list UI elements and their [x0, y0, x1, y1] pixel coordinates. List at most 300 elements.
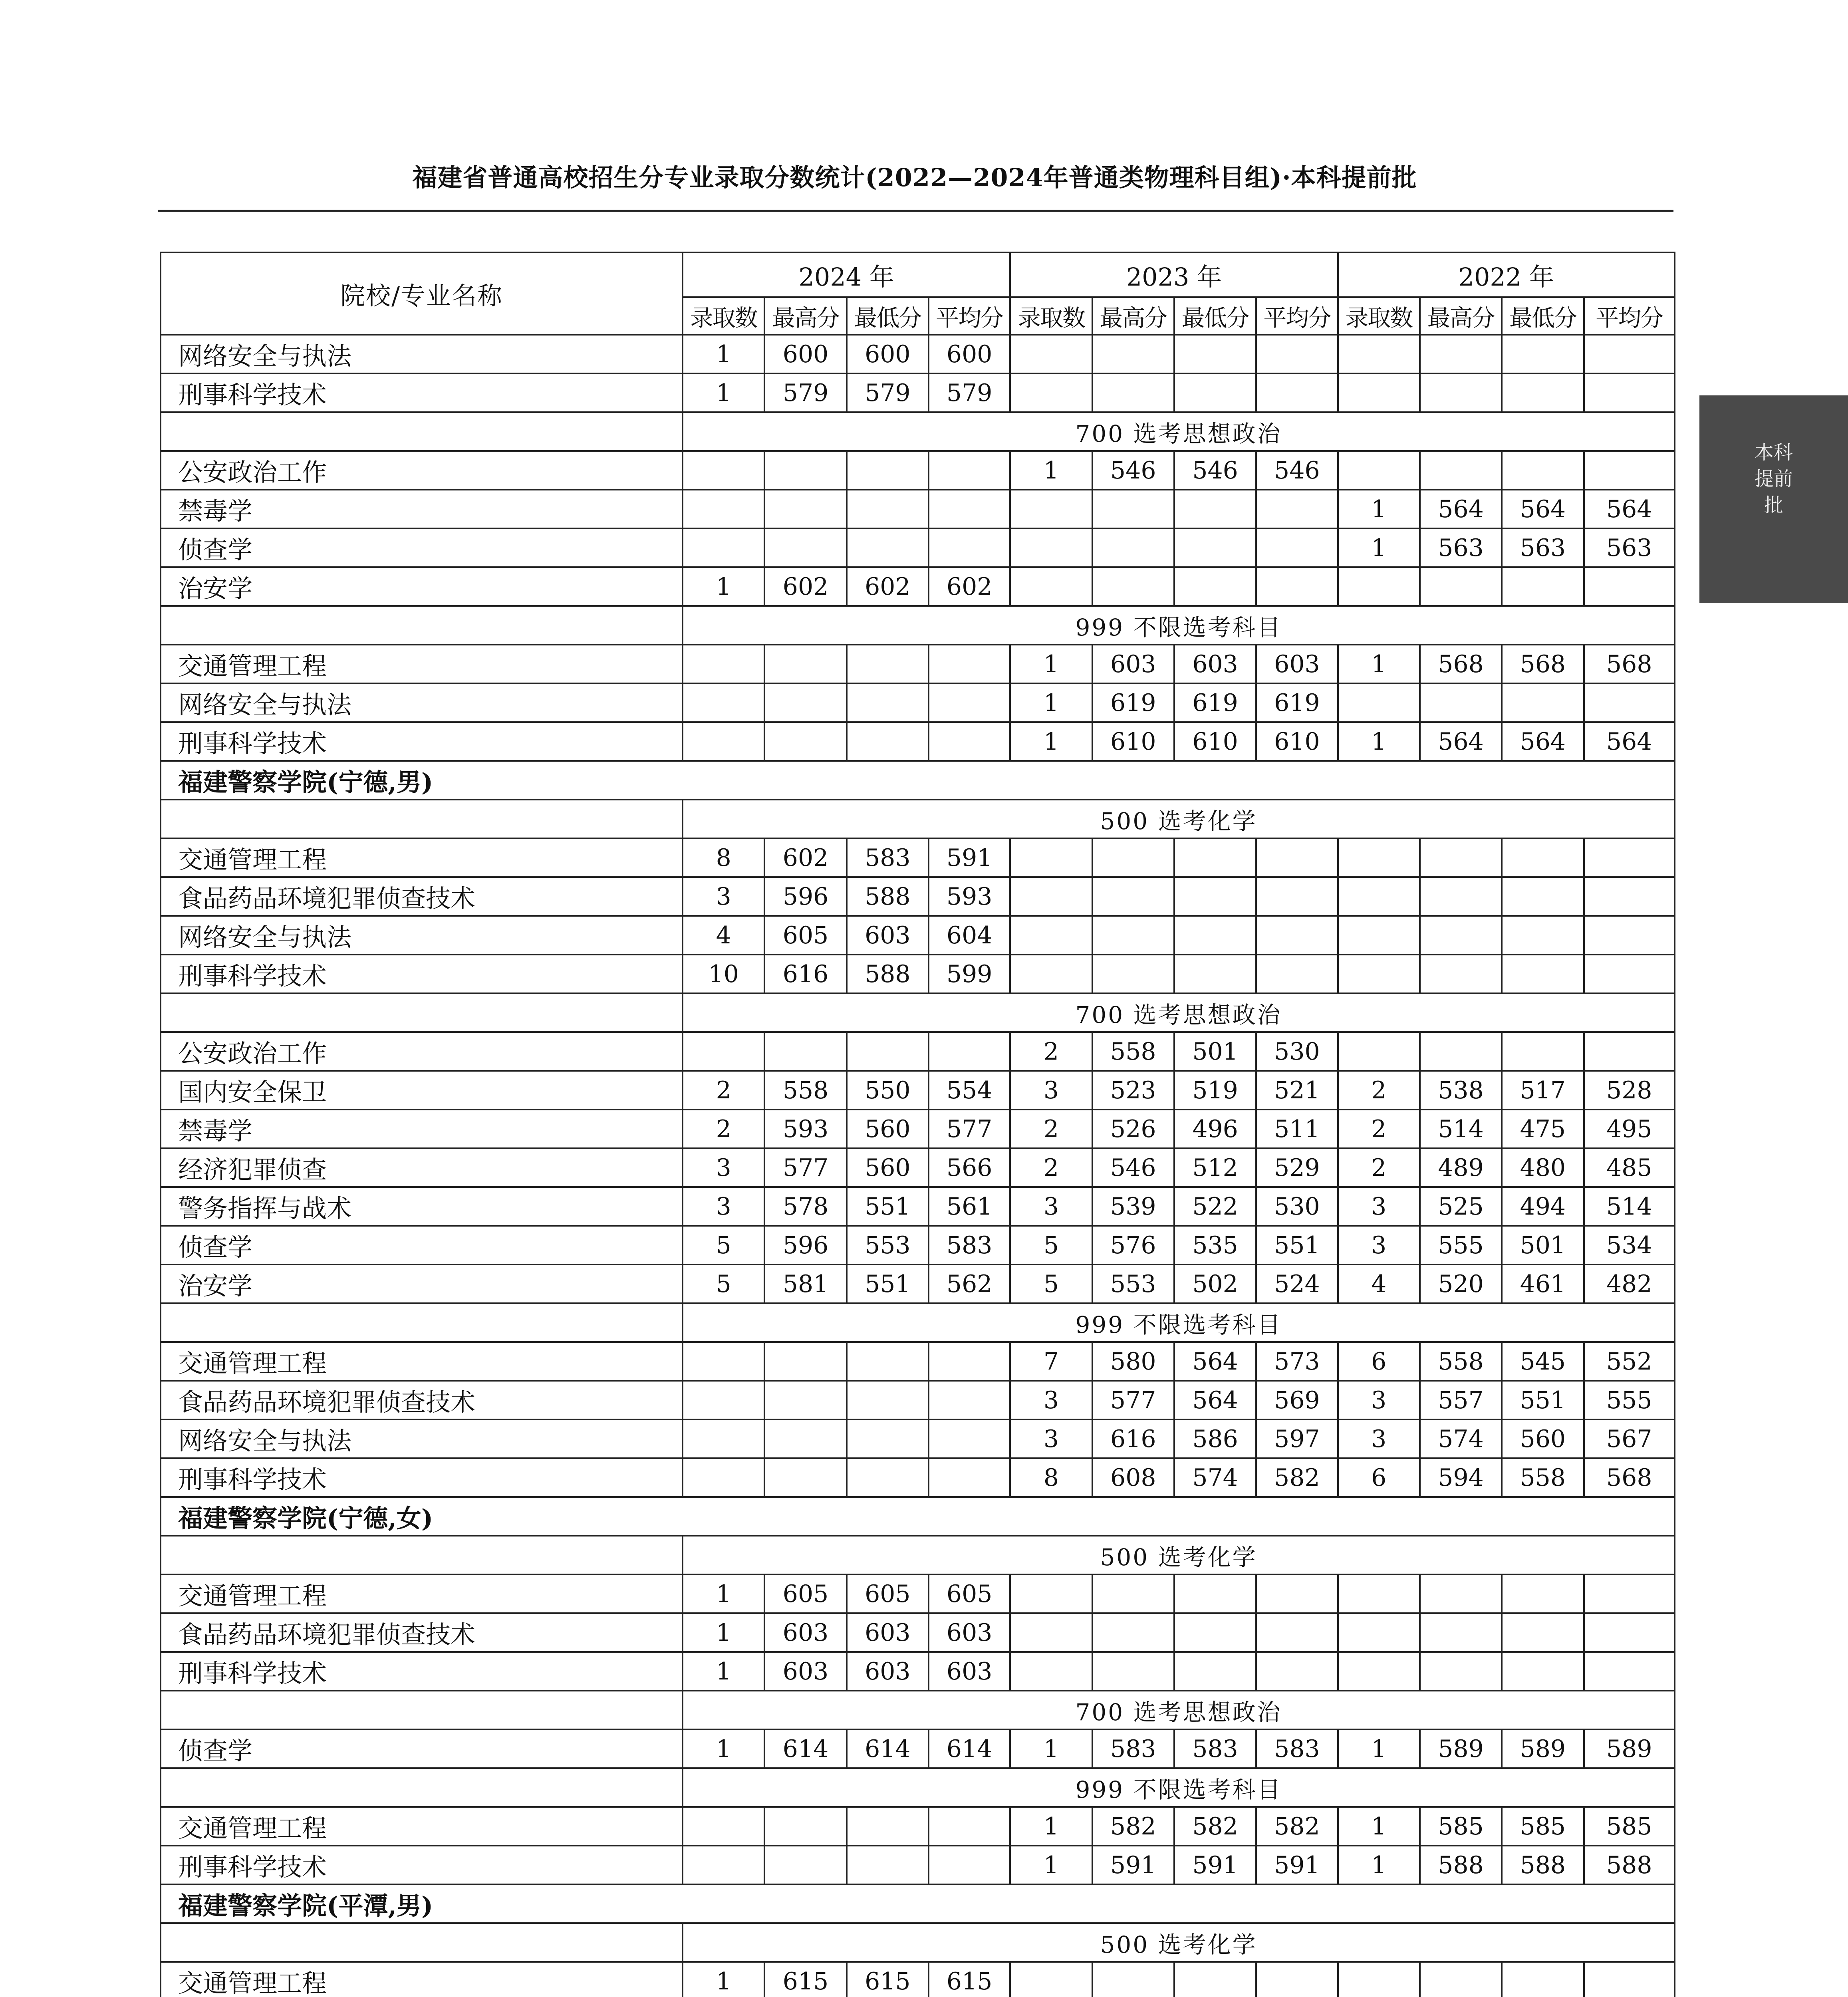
score-cell: 614: [929, 1729, 1010, 1768]
score-cell: [1010, 1652, 1092, 1691]
table-row: [161, 567, 1675, 606]
score-cell: 2: [1338, 1071, 1420, 1110]
score-cell: 4: [1338, 1265, 1420, 1303]
score-cell: [1174, 335, 1256, 373]
group-blank-cell: [161, 993, 683, 1032]
score-cell: 475: [1502, 1110, 1584, 1148]
score-cell: 588: [1584, 1846, 1675, 1884]
table-row: [161, 1110, 1675, 1148]
score-cell: [1092, 335, 1174, 373]
score-cell: [929, 528, 1010, 567]
score-cell: 560: [847, 1110, 929, 1148]
score-cell: [683, 683, 764, 722]
metric-header: 平均分: [1256, 297, 1338, 335]
score-cell: [1256, 373, 1338, 412]
score-cell: 514: [1420, 1110, 1502, 1148]
score-cell: 3: [1338, 1187, 1420, 1226]
score-cell: [1174, 1652, 1256, 1691]
subject-group-label: 999 不限选考科目: [683, 1768, 1675, 1807]
score-cell: 525: [1420, 1187, 1502, 1226]
score-cell: 546: [1174, 451, 1256, 490]
score-cell: 1: [1338, 1846, 1420, 1884]
score-cell: 546: [1256, 451, 1338, 490]
score-cell: [1338, 1962, 1420, 1997]
score-cell: 568: [1584, 1458, 1675, 1497]
score-cell: 564: [1420, 490, 1502, 528]
score-cell: [1092, 1613, 1174, 1652]
score-cell: 512: [1174, 1148, 1256, 1187]
score-cell: [1502, 877, 1584, 916]
score-cell: [1584, 916, 1675, 955]
score-cell: 5: [683, 1265, 764, 1303]
score-cell: 600: [847, 335, 929, 373]
score-cell: [1420, 916, 1502, 955]
score-cell: [1174, 1574, 1256, 1613]
table-row: [161, 1148, 1675, 1187]
score-cell: 6: [1338, 1342, 1420, 1381]
score-cell: [1092, 1652, 1174, 1691]
table-row: [161, 838, 1675, 877]
metric-header: 最低分: [847, 297, 929, 335]
score-cell: [929, 451, 1010, 490]
score-cell: 520: [1420, 1265, 1502, 1303]
score-cell: [1010, 1613, 1092, 1652]
table-row: [161, 1729, 1675, 1768]
score-cell: 602: [764, 567, 846, 606]
major-name: 网络安全与执法: [161, 1419, 683, 1458]
subject-group-label: 700 选考思想政治: [683, 1691, 1675, 1729]
major-name: 食品药品环境犯罪侦查技术: [161, 1381, 683, 1419]
metric-header: 最低分: [1174, 297, 1256, 335]
score-cell: 461: [1502, 1265, 1584, 1303]
score-cell: [1174, 838, 1256, 877]
score-cell: [1010, 335, 1092, 373]
score-cell: 568: [1584, 645, 1675, 683]
score-cell: [1174, 1962, 1256, 1997]
subject-group-row: [161, 993, 1675, 1032]
subject-group-row: [161, 1303, 1675, 1342]
side-tab-label: 本科提前批: [1755, 441, 1793, 516]
score-cell: [764, 1458, 846, 1497]
score-cell: 10: [683, 955, 764, 993]
group-blank-cell: [161, 1691, 683, 1729]
score-cell: 530: [1256, 1032, 1338, 1071]
score-cell: 551: [1502, 1381, 1584, 1419]
score-cell: 3: [683, 1187, 764, 1226]
score-cell: 3: [1010, 1187, 1092, 1226]
score-cell: [847, 1807, 929, 1846]
score-cell: [847, 528, 929, 567]
score-cell: [1092, 373, 1174, 412]
score-cell: 2: [683, 1071, 764, 1110]
score-cell: 576: [1092, 1226, 1174, 1265]
score-cell: [1256, 877, 1338, 916]
score-cell: [1502, 1962, 1584, 1997]
score-cell: [1256, 838, 1338, 877]
score-cell: 605: [847, 1574, 929, 1613]
metric-header: 平均分: [1584, 297, 1675, 335]
score-cell: 597: [1256, 1419, 1338, 1458]
score-cell: 591: [1256, 1846, 1338, 1884]
score-cell: [847, 1419, 929, 1458]
score-cell: 586: [1174, 1419, 1256, 1458]
score-cell: [929, 1458, 1010, 1497]
score-cell: 535: [1174, 1226, 1256, 1265]
score-cell: [1092, 1574, 1174, 1613]
score-cell: 489: [1420, 1148, 1502, 1187]
table-row: [161, 955, 1675, 993]
score-cell: 582: [1256, 1458, 1338, 1497]
score-cell: 589: [1502, 1729, 1584, 1768]
score-cell: 557: [1420, 1381, 1502, 1419]
score-cell: [1174, 1613, 1256, 1652]
score-cell: 526: [1092, 1110, 1174, 1148]
score-cell: 615: [929, 1962, 1010, 1997]
score-cell: [1010, 1962, 1092, 1997]
score-cell: 552: [1584, 1342, 1675, 1381]
major-name: 交通管理工程: [161, 838, 683, 877]
subject-group-label: 999 不限选考科目: [683, 606, 1675, 645]
score-cell: 2: [1010, 1032, 1092, 1071]
score-cell: 579: [764, 373, 846, 412]
score-cell: [1174, 373, 1256, 412]
score-cell: 585: [1420, 1807, 1502, 1846]
score-cell: [1420, 838, 1502, 877]
institution-row: [161, 761, 1675, 800]
major-name: 食品药品环境犯罪侦查技术: [161, 1613, 683, 1652]
score-cell: [683, 722, 764, 761]
score-cell: [683, 1846, 764, 1884]
score-cell: [847, 722, 929, 761]
major-name: 网络安全与执法: [161, 335, 683, 373]
score-cell: 564: [1174, 1381, 1256, 1419]
score-cell: 569: [1256, 1381, 1338, 1419]
score-cell: 564: [1584, 722, 1675, 761]
table-row: [161, 916, 1675, 955]
score-cell: 583: [929, 1226, 1010, 1265]
score-cell: 578: [764, 1187, 846, 1226]
score-cell: 1: [683, 1652, 764, 1691]
score-cell: [1584, 451, 1675, 490]
subject-group-label: 500 选考化学: [683, 1536, 1675, 1574]
score-cell: [764, 645, 846, 683]
score-cell: 614: [847, 1729, 929, 1768]
score-cell: 3: [1010, 1419, 1092, 1458]
score-cell: 501: [1174, 1032, 1256, 1071]
score-cell: [1338, 1032, 1420, 1071]
score-cell: [1092, 877, 1174, 916]
score-cell: 8: [683, 838, 764, 877]
table-row: [161, 1962, 1675, 1997]
subject-group-label: 700 选考思想政治: [683, 993, 1675, 1032]
score-cell: 8: [1010, 1458, 1092, 1497]
score-cell: 581: [764, 1265, 846, 1303]
score-cell: 2: [1010, 1148, 1092, 1187]
score-cell: 538: [1420, 1071, 1502, 1110]
score-cell: 560: [847, 1148, 929, 1187]
score-cell: 583: [1174, 1729, 1256, 1768]
score-cell: 568: [1420, 645, 1502, 683]
score-cell: [1010, 955, 1092, 993]
score-cell: 1: [1338, 722, 1420, 761]
score-cell: [1092, 567, 1174, 606]
score-cell: 603: [847, 916, 929, 955]
major-name: 国内安全保卫: [161, 1071, 683, 1110]
score-cell: [1338, 838, 1420, 877]
score-cell: [847, 451, 929, 490]
major-name: 侦查学: [161, 1729, 683, 1768]
table-row: [161, 490, 1675, 528]
score-cell: [1584, 1574, 1675, 1613]
major-name: 刑事科学技术: [161, 722, 683, 761]
score-cell: [1256, 490, 1338, 528]
score-cell: 596: [764, 877, 846, 916]
major-name: 治安学: [161, 1265, 683, 1303]
score-cell: 573: [1256, 1342, 1338, 1381]
score-cell: 619: [1256, 683, 1338, 722]
score-cell: 588: [1420, 1846, 1502, 1884]
score-cell: 480: [1502, 1148, 1584, 1187]
score-cell: 551: [847, 1187, 929, 1226]
score-cell: [1338, 916, 1420, 955]
score-cell: 568: [1502, 645, 1584, 683]
score-cell: [1092, 838, 1174, 877]
score-cell: 605: [929, 1574, 1010, 1613]
score-cell: [1584, 877, 1675, 916]
table-row: [161, 528, 1675, 567]
score-cell: 582: [1092, 1807, 1174, 1846]
score-cell: 5: [1010, 1226, 1092, 1265]
table-row: [161, 373, 1675, 412]
score-cell: 528: [1584, 1071, 1675, 1110]
year-header-2022: 2022 年: [1338, 252, 1675, 297]
metric-header: 平均分: [929, 297, 1010, 335]
score-cell: [1174, 877, 1256, 916]
score-cell: 574: [1420, 1419, 1502, 1458]
group-blank-cell: [161, 1536, 683, 1574]
score-cell: 603: [764, 1613, 846, 1652]
table-row: [161, 877, 1675, 916]
score-cell: [1584, 1652, 1675, 1691]
score-cell: 594: [1420, 1458, 1502, 1497]
score-cell: [1174, 567, 1256, 606]
score-cell: [1584, 335, 1675, 373]
score-cell: 591: [1092, 1846, 1174, 1884]
major-name: 禁毒学: [161, 1110, 683, 1148]
score-cell: [1338, 683, 1420, 722]
score-cell: 583: [1256, 1729, 1338, 1768]
score-cell: 608: [1092, 1458, 1174, 1497]
table-row: [161, 1071, 1675, 1110]
score-cell: 3: [1338, 1226, 1420, 1265]
score-cell: [764, 1846, 846, 1884]
major-name: 警务指挥与战术: [161, 1187, 683, 1226]
score-cell: 3: [1338, 1419, 1420, 1458]
group-blank-cell: [161, 1923, 683, 1962]
score-cell: [683, 1381, 764, 1419]
score-cell: [764, 1381, 846, 1419]
score-cell: 529: [1256, 1148, 1338, 1187]
score-cell: [1502, 916, 1584, 955]
score-cell: 603: [929, 1652, 1010, 1691]
score-cell: [1420, 955, 1502, 993]
score-cell: 585: [1584, 1807, 1675, 1846]
major-name: 交通管理工程: [161, 645, 683, 683]
score-cell: 558: [1092, 1032, 1174, 1071]
score-cell: [929, 1342, 1010, 1381]
table-header-years-row: [161, 252, 1675, 297]
score-cell: [1420, 373, 1502, 412]
score-cell: 511: [1256, 1110, 1338, 1148]
score-cell: [1584, 1962, 1675, 1997]
score-cell: 494: [1502, 1187, 1584, 1226]
score-cell: [1420, 1652, 1502, 1691]
score-cell: 3: [1010, 1071, 1092, 1110]
score-cell: 553: [1092, 1265, 1174, 1303]
score-cell: 603: [847, 1613, 929, 1652]
score-cell: 593: [764, 1110, 846, 1148]
score-cell: 1: [1338, 1807, 1420, 1846]
subject-group-label: 999 不限选考科目: [683, 1303, 1675, 1342]
score-cell: 603: [847, 1652, 929, 1691]
score-cell: 603: [1256, 645, 1338, 683]
score-cell: [929, 1032, 1010, 1071]
score-cell: [1502, 1613, 1584, 1652]
score-cell: 554: [929, 1071, 1010, 1110]
score-cell: 560: [1502, 1419, 1584, 1458]
table-row: [161, 1265, 1675, 1303]
table-row: [161, 1846, 1675, 1884]
major-name: 刑事科学技术: [161, 1846, 683, 1884]
score-cell: 4: [683, 916, 764, 955]
score-cell: [847, 1846, 929, 1884]
score-cell: 1: [1010, 1807, 1092, 1846]
score-cell: [764, 1342, 846, 1381]
score-cell: 522: [1174, 1187, 1256, 1226]
score-cell: 501: [1502, 1226, 1584, 1265]
score-cell: [929, 645, 1010, 683]
major-name: 刑事科学技术: [161, 373, 683, 412]
score-cell: 1: [683, 567, 764, 606]
score-cell: [847, 1381, 929, 1419]
score-cell: 2: [1338, 1110, 1420, 1148]
score-cell: 593: [929, 877, 1010, 916]
score-cell: 1: [683, 373, 764, 412]
score-cell: [1420, 335, 1502, 373]
major-name: 侦查学: [161, 528, 683, 567]
score-cell: [1420, 1613, 1502, 1652]
score-cell: 564: [1584, 490, 1675, 528]
metric-header: 最高分: [1420, 297, 1502, 335]
score-cell: 577: [1092, 1381, 1174, 1419]
score-cell: 564: [1420, 722, 1502, 761]
score-cell: [1338, 1574, 1420, 1613]
score-cell: [1420, 451, 1502, 490]
score-cell: 610: [1174, 722, 1256, 761]
subject-group-label: 700 选考思想政治: [683, 412, 1675, 451]
score-cell: 1: [1010, 683, 1092, 722]
score-cell: [1584, 838, 1675, 877]
score-cell: 591: [929, 838, 1010, 877]
major-name: 交通管理工程: [161, 1342, 683, 1381]
score-cell: [764, 1032, 846, 1071]
score-cell: 530: [1256, 1187, 1338, 1226]
score-cell: 596: [764, 1226, 846, 1265]
table-row: [161, 1187, 1675, 1226]
score-cell: [1420, 877, 1502, 916]
score-cell: [1338, 1613, 1420, 1652]
year-header-2024: 2024 年: [683, 252, 1010, 297]
table-row: [161, 1574, 1675, 1613]
score-cell: [929, 1807, 1010, 1846]
score-cell: [1010, 567, 1092, 606]
score-cell: 553: [847, 1226, 929, 1265]
score-cell: [683, 528, 764, 567]
score-cell: [1584, 683, 1675, 722]
score-cell: 534: [1584, 1226, 1675, 1265]
score-cell: [1010, 528, 1092, 567]
score-cell: [683, 1458, 764, 1497]
major-name: 侦查学: [161, 1226, 683, 1265]
major-name: 公安政治工作: [161, 451, 683, 490]
score-cell: 558: [1420, 1342, 1502, 1381]
score-cell: 1: [1010, 645, 1092, 683]
table-row: [161, 451, 1675, 490]
score-cell: [1338, 373, 1420, 412]
score-cell: 603: [1174, 645, 1256, 683]
score-cell: 3: [683, 1148, 764, 1187]
table-row: [161, 645, 1675, 683]
score-cell: [1584, 373, 1675, 412]
group-blank-cell: [161, 1768, 683, 1807]
score-cell: [1256, 916, 1338, 955]
major-name: 交通管理工程: [161, 1807, 683, 1846]
score-cell: [1174, 916, 1256, 955]
score-cell: [1010, 373, 1092, 412]
score-cell: 604: [929, 916, 1010, 955]
year-header-2023: 2023 年: [1010, 252, 1338, 297]
score-cell: 616: [764, 955, 846, 993]
score-cell: [847, 1342, 929, 1381]
score-cell: 615: [764, 1962, 846, 1997]
score-cell: [1502, 955, 1584, 993]
score-cell: 1: [683, 1574, 764, 1613]
score-cell: [1338, 335, 1420, 373]
score-cell: 482: [1584, 1265, 1675, 1303]
score-cell: 517: [1502, 1071, 1584, 1110]
score-cell: 5: [1010, 1265, 1092, 1303]
score-cell: [764, 451, 846, 490]
institution-name: 福建警察学院(宁德,女): [161, 1497, 1675, 1536]
score-cell: [929, 1419, 1010, 1458]
subject-group-row: [161, 1691, 1675, 1729]
table-row: [161, 1419, 1675, 1458]
score-cell: 616: [1092, 1419, 1174, 1458]
score-cell: [1420, 1032, 1502, 1071]
score-cell: [1502, 1652, 1584, 1691]
score-cell: [847, 490, 929, 528]
score-cell: 523: [1092, 1071, 1174, 1110]
subject-group-row: [161, 1923, 1675, 1962]
score-cell: 588: [847, 955, 929, 993]
score-cell: [1338, 1652, 1420, 1691]
score-cell: 582: [1174, 1807, 1256, 1846]
score-cell: 599: [929, 955, 1010, 993]
subject-group-row: [161, 800, 1675, 838]
score-cell: 602: [764, 838, 846, 877]
score-cell: 1: [683, 1962, 764, 1997]
score-cell: [683, 451, 764, 490]
